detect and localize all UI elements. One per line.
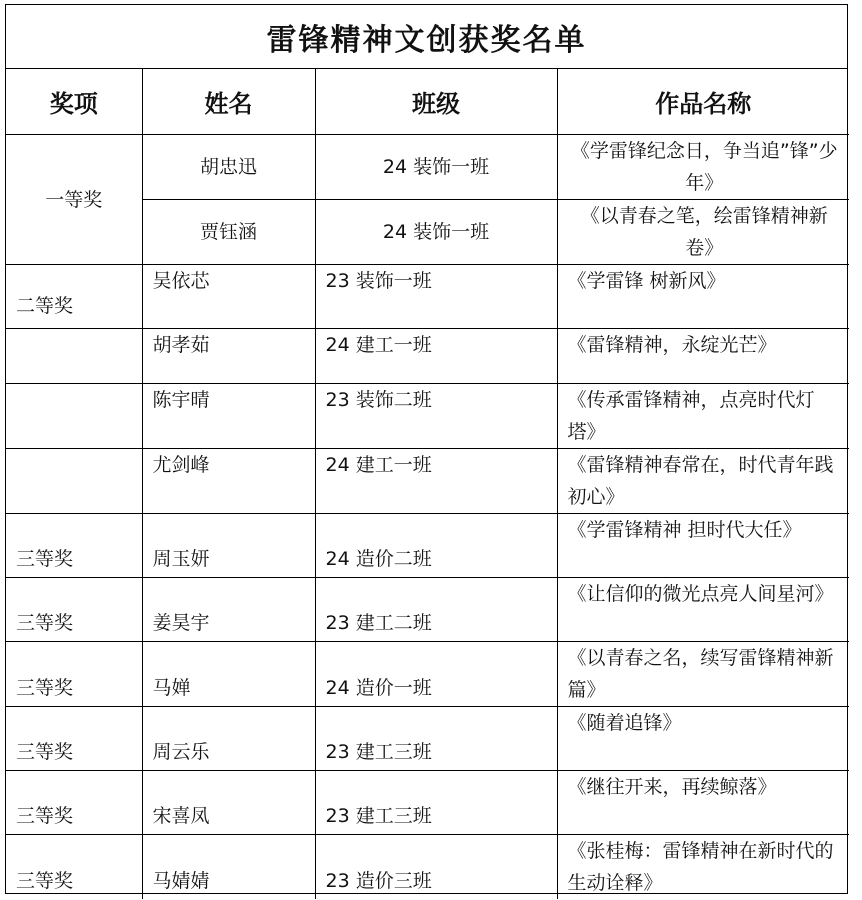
header-class: 班级 xyxy=(315,69,557,135)
class-cell: 24 装饰一班 xyxy=(315,200,557,265)
table-row xyxy=(6,835,849,900)
work-cell: 《以青春之笔，绘雷锋精神新卷》 xyxy=(557,200,849,265)
table-row xyxy=(6,384,849,449)
table-header-row xyxy=(6,69,849,135)
table-row xyxy=(6,135,849,200)
name-cell: 周云乐 xyxy=(142,707,315,771)
table-row xyxy=(6,578,849,642)
work-cell: 《学雷锋 树新风》 xyxy=(557,265,849,329)
name-cell: 贾钰涵 xyxy=(142,200,315,265)
award-cell: 三等奖 xyxy=(6,642,142,707)
award-cell-empty xyxy=(6,384,142,449)
award-cell-empty xyxy=(6,329,142,384)
name-cell: 宋喜凤 xyxy=(142,771,315,835)
name-cell: 胡孝茹 xyxy=(142,329,315,384)
name-cell: 尤剑峰 xyxy=(142,449,315,514)
award-cell: 二等奖 xyxy=(6,265,142,329)
class-cell: 24 建工一班 xyxy=(315,449,557,514)
name-cell: 马婧婧 xyxy=(142,835,315,900)
table-row xyxy=(6,449,849,514)
header-award: 奖项 xyxy=(6,69,142,135)
award-cell: 一等奖 xyxy=(6,135,142,265)
table-row xyxy=(6,265,849,329)
work-cell: 《继往开来，再续鲸落》 xyxy=(557,771,849,835)
award-cell: 三等奖 xyxy=(6,514,142,578)
class-cell: 23 建工三班 xyxy=(315,707,557,771)
class-cell: 23 造价三班 xyxy=(315,835,557,900)
award-cell: 三等奖 xyxy=(6,707,142,771)
header-work: 作品名称 xyxy=(557,69,849,135)
work-cell: 《学雷锋精神 担时代大任》 xyxy=(557,514,849,578)
work-cell: 《雷锋精神，永绽光芒》 xyxy=(557,329,849,384)
name-cell: 吴依芯 xyxy=(142,265,315,329)
page-title: 雷锋精神文创获奖名单 xyxy=(6,5,847,69)
table-row xyxy=(6,514,849,578)
class-cell: 24 造价一班 xyxy=(315,642,557,707)
name-cell: 胡忠迅 xyxy=(142,135,315,200)
header-name: 姓名 xyxy=(142,69,315,135)
class-cell: 24 建工一班 xyxy=(315,329,557,384)
name-cell: 马婵 xyxy=(142,642,315,707)
work-cell: 《张桂梅：雷锋精神在新时代的生动诠释》 xyxy=(567,840,834,894)
name-cell: 陈宇晴 xyxy=(142,384,315,449)
award-table xyxy=(6,69,849,899)
work-cell: 《让信仰的微光点亮人间星河》 xyxy=(557,578,849,642)
class-cell: 23 建工三班 xyxy=(315,771,557,835)
work-cell: 《以青春之名，续写雷锋精神新篇》 xyxy=(557,642,849,707)
table-row xyxy=(6,771,849,835)
award-list-sheet xyxy=(5,4,848,894)
award-cell: 三等奖 xyxy=(6,835,142,900)
class-cell: 23 装饰二班 xyxy=(315,384,557,449)
class-cell: 23 建工二班 xyxy=(315,578,557,642)
table-row xyxy=(6,707,849,771)
table-row xyxy=(6,329,849,384)
class-cell: 23 装饰一班 xyxy=(315,265,557,329)
work-cell: 《随着追锋》 xyxy=(557,707,849,771)
name-cell: 姜昊宇 xyxy=(142,578,315,642)
class-cell: 24 装饰一班 xyxy=(315,135,557,200)
work-cell: 《学雷锋纪念日，争当追”锋”少年》 xyxy=(557,135,849,200)
class-cell: 24 造价二班 xyxy=(315,514,557,578)
name-cell: 周玉妍 xyxy=(142,514,315,578)
award-cell-empty xyxy=(6,449,142,514)
award-cell: 三等奖 xyxy=(6,578,142,642)
work-cell: 《雷锋精神春常在，时代青年践初心》 xyxy=(557,449,849,514)
table-row xyxy=(6,642,849,707)
work-cell: 《传承雷锋精神，点亮时代灯塔》 xyxy=(557,384,849,449)
award-cell: 三等奖 xyxy=(6,771,142,835)
